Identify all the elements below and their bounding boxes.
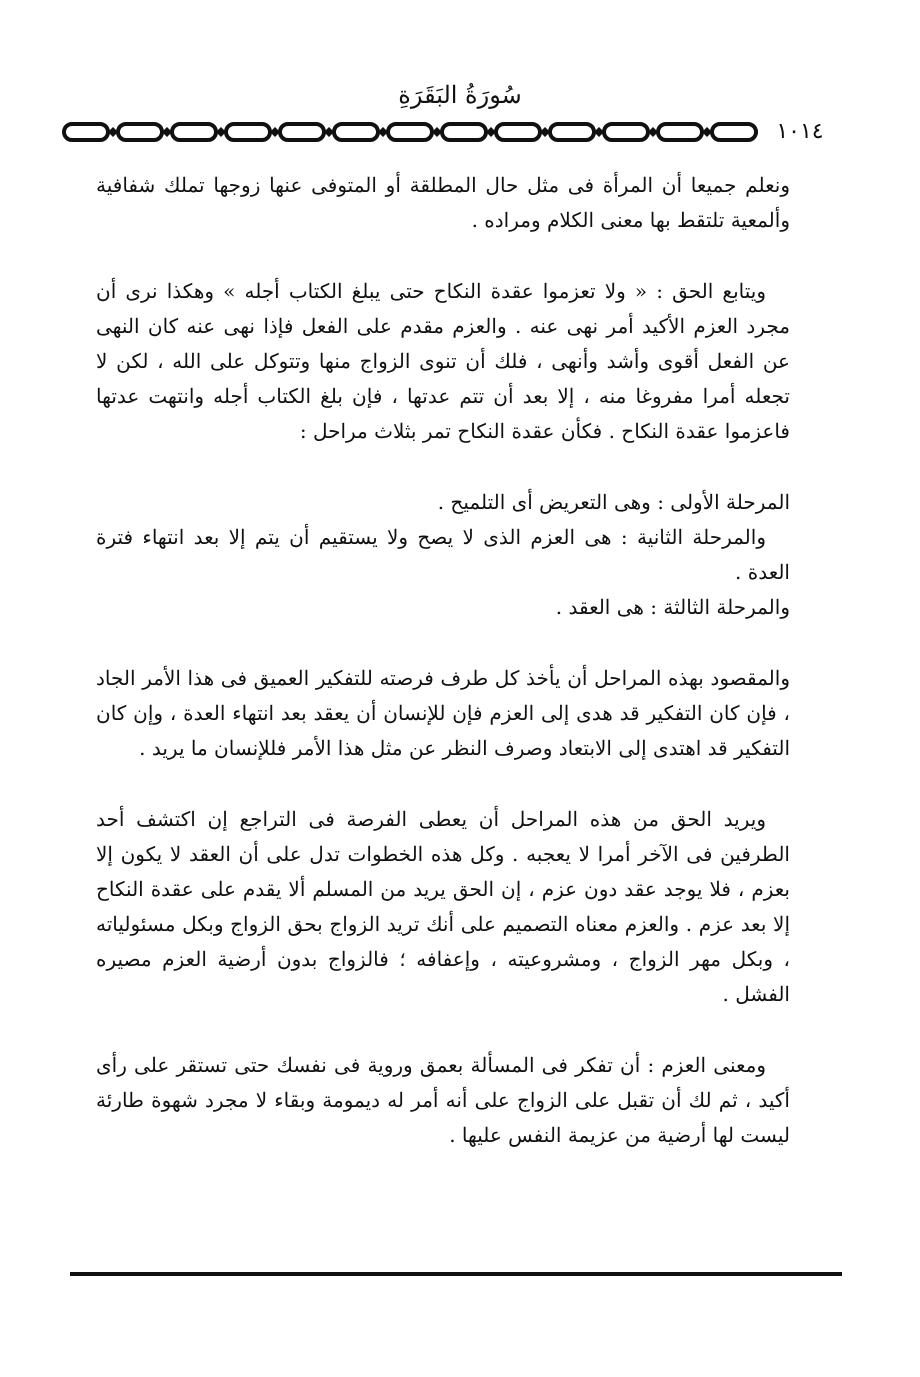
ornamental-border: [60, 118, 850, 146]
paragraph-3: والمقصود بهذه المراحل أن يأخذ كل طرف فرصته للتفكير العميق فى هذا الأمر الجاد ، فإن كان التفكير قد هدى إلى العزم فإن للإنسان أن يعقد بعد انتهاء العدة ، وإن كان التفكير قد اهتدى إلى الابتعاد وصرف النظر عن مثل هذا الأمر فللإنسان ما يريد .: [96, 666, 790, 760]
surah-title: سُورَةُ البَقَرَةِ: [398, 81, 522, 109]
paragraph-5: ومعنى العزم : أن تفكر فى المسألة بعمق وروية فى نفسك حتى تستقر على رأى أكيد ، ثم لك أن تقبل على الزواج على أنه أمر له ديمومة وبقاء لا مجرد شهوة طارئة ليست لها أرضية من عزيمة النفس عليها .: [96, 1053, 790, 1147]
paragraph-spacer: [96, 625, 790, 661]
chain-link: [334, 124, 378, 140]
paragraph-spacer: [96, 766, 790, 802]
chain-link: [496, 124, 540, 140]
chain-link: [442, 124, 486, 140]
chain-link: [172, 124, 216, 140]
chain-link: [280, 124, 324, 140]
paragraph-spacer: [96, 238, 790, 274]
page-number: ١٠١٤: [758, 118, 842, 146]
footer-rule: [70, 1272, 842, 1276]
chain-link: [64, 124, 108, 140]
chain-link: [550, 124, 594, 140]
chain-link: [388, 124, 432, 140]
paragraph-spacer: [96, 1012, 790, 1048]
chain-link: [118, 124, 162, 140]
page-body: [96, 168, 790, 1153]
stage-2: والمرحلة الثانية : هى العزم الذى لا يصح ولا يستقيم أن يتم إلا بعد انتهاء فترة العدة .: [96, 525, 790, 584]
stage-1: المرحلة الأولى : وهى التعريض أى التلميح .: [437, 490, 790, 514]
stage-3: والمرحلة الثالثة : هى العقد .: [555, 595, 790, 619]
chain-link: [712, 124, 756, 140]
paragraph-4: ويريد الحق من هذه المراحل أن يعطى الفرصة فى التراجع إن اكتشف أحد الطرفين فى الآخر أمرا لا يعجبه . وكل هذه الخطوات تدل على أن العقد لا يكون إلا بعزم ، فلا يوجد عقد دون عزم ، إن الحق يريد من المسلم ألا يقدم على عقدة النكاح إلا بعد عزم . والعزم معناه التصميم على أنك تريد الزواج بحق الزواج وبكل مسئولياته ، وبكل مهر الزواج ، ومشروعيته ، وإعفافه ؛ فالزواج بدون أرضية العزم مصيره الفشل .: [96, 807, 790, 1006]
paragraph-1: ونعلم جميعا أن المرأة فى مثل حال المطلقة أو المتوفى عنها زوجها تملك شفافية وألمعية تلتقط بها معنى الكلام ومراده .: [96, 173, 790, 232]
paragraph-spacer: [96, 449, 790, 485]
chain-link: [658, 124, 702, 140]
paragraph-2: ويتابع الحق : « ولا تعزموا عقدة النكاح حتى يبلغ الكتاب أجله » وهكذا نرى أن مجرد العزم الأكيد أمر نهى عنه . والعزم مقدم على الفعل فإذا نهى عنه كان النهى عن الفعل أقوى وأشد وأنهى ، فلك أن تنوى الزواج منها وتتوكل على الله ، لكن لا تجعله أمرا مفروغا منه ، إلا بعد أن تتم عدتها ، فإن بلغ الكتاب أجله وانتهت عدتها فاعزموا عقدة النكاح . فكأن عقدة النكاح تمر بثلاث مراحل :: [96, 279, 790, 443]
chain-border-icon: [60, 118, 850, 146]
chain-link: [604, 124, 648, 140]
chain-link: [226, 124, 270, 140]
